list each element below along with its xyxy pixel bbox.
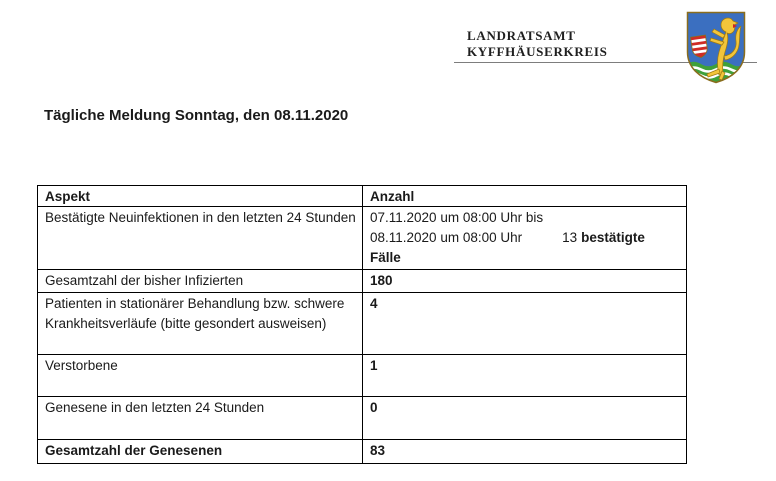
table-row-neuinfektionen xyxy=(38,207,687,270)
anzahl-cell: 180 xyxy=(363,270,687,293)
anzahl-value: 13 xyxy=(562,230,578,245)
org-name-line1: LANDRATSAMT xyxy=(467,28,576,43)
report-table xyxy=(37,185,687,464)
aspekt-cell: Verstorbene xyxy=(38,355,363,397)
table-row-verstorbene xyxy=(38,355,687,397)
column-header-anzahl: Anzahl xyxy=(363,186,687,207)
page-title: Tägliche Meldung Sonntag, den 08.11.2020 xyxy=(44,107,349,124)
letterhead-org-name xyxy=(467,28,608,59)
table-header-row xyxy=(38,186,687,207)
anzahl-cell: 0 xyxy=(363,397,687,440)
anzahl-period-line2 xyxy=(370,228,681,248)
table-row-gesamtzahl-infizierte xyxy=(38,270,687,293)
aspekt-cell: Bestätigte Neuinfektionen in den letzten 24 Stunden xyxy=(38,207,363,270)
anzahl-period-line1: 07.11.2020 um 08:00 Uhr bis xyxy=(370,210,544,225)
anzahl-cell xyxy=(363,207,687,270)
table-row-genesene-24h xyxy=(38,397,687,440)
anzahl-value-label-2: Fälle xyxy=(370,250,401,265)
aspekt-cell: Genesene in den letzten 24 Stunden xyxy=(38,397,363,440)
coat-of-arms-icon xyxy=(686,11,746,84)
anzahl-cell: 83 xyxy=(363,440,687,464)
table-row-stationaere-behandlung xyxy=(38,293,687,355)
anzahl-cell: 1 xyxy=(363,355,687,397)
aspekt-cell: Patienten in stationärer Behandlung bzw. schwere Krankheitsverläufe (bitte gesondert ausweisen) xyxy=(38,293,363,355)
period-end-date: 08.11.2020 um 08:00 Uhr xyxy=(370,230,523,245)
anzahl-cell: 4 xyxy=(363,293,687,355)
column-header-aspekt: Aspekt xyxy=(38,186,363,207)
table-row-gesamtzahl-genesene xyxy=(38,440,687,464)
aspekt-cell: Gesamtzahl der Genesenen xyxy=(38,440,363,464)
aspekt-cell: Gesamtzahl der bisher Infizierten xyxy=(38,270,363,293)
org-name-line2: KYFFHÄUSERKREIS xyxy=(467,43,608,59)
anzahl-value-label: bestätigte xyxy=(581,230,645,245)
